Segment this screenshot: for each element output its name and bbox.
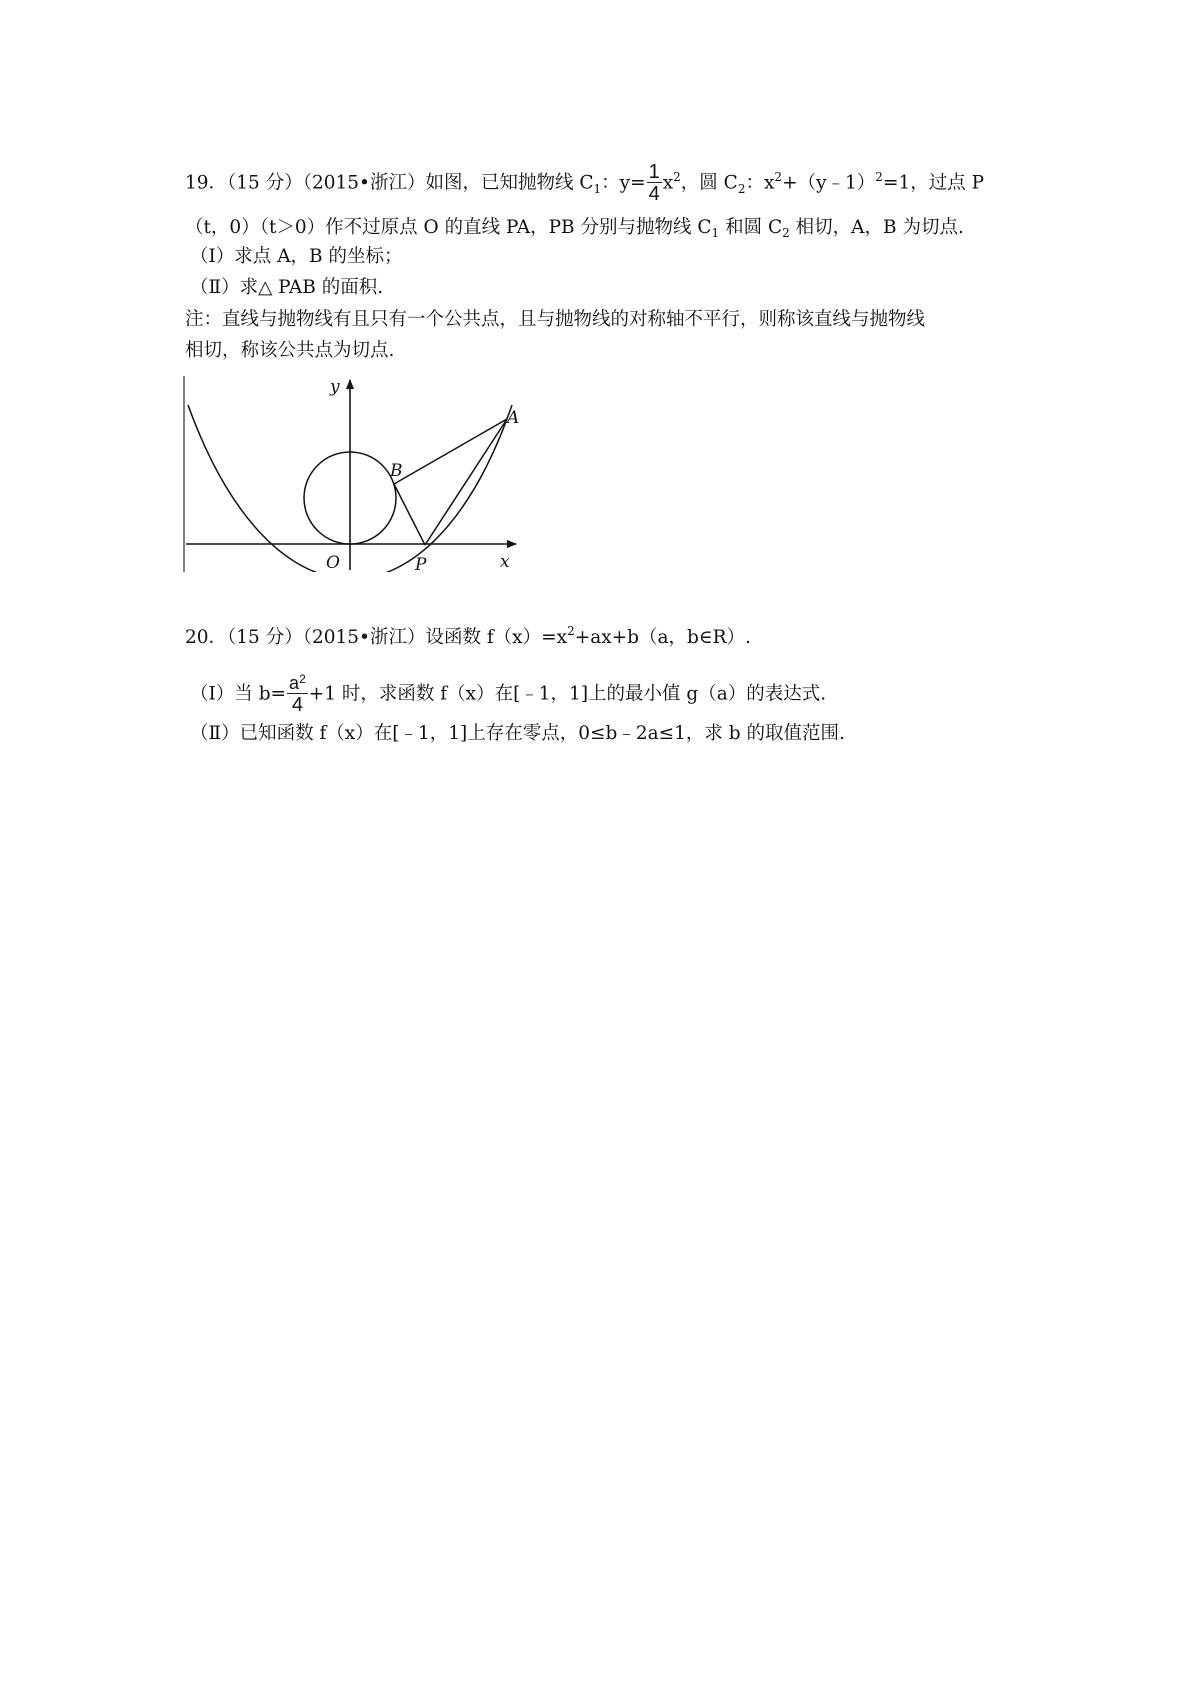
y-equals: ：y=	[601, 172, 646, 194]
x-variable: x	[662, 172, 674, 194]
problem-20-x-power: 2	[567, 624, 575, 638]
circle-text: ，圆 C	[680, 172, 738, 194]
problem-20-prefix: 20．（15 分）（2015•浙江）设函数 f（x）=x	[185, 627, 568, 648]
problem-19-prefix: 19．（15 分）（2015•浙江）如图，已知抛物线 C	[185, 172, 594, 194]
label-o: O	[326, 553, 340, 572]
problem-19-line-2	[185, 219, 964, 238]
numerator-power: 2	[299, 672, 306, 686]
equation-tail: =1，过点 P	[882, 172, 985, 194]
line2-part-b: 和圆 C	[719, 217, 783, 238]
segment-bp	[394, 484, 425, 545]
label-x: x	[500, 552, 510, 572]
problem-19-part-2: （Ⅱ）求△ PAB 的面积.	[190, 277, 384, 298]
fraction-denominator: 4	[648, 183, 660, 205]
line2-c2-subscript: 2	[782, 226, 790, 240]
label-y: y	[330, 377, 340, 397]
problem-20-line-1	[185, 624, 751, 648]
part-1-lead: （Ⅰ）当 b=	[190, 683, 287, 705]
problem-19-note-line-1: 注：直线与抛物线有且只有一个公共点，且与抛物线的对称轴不平行，则称该直线与抛物线	[185, 309, 926, 330]
fraction-numerator: 1	[648, 161, 660, 183]
c1-subscript: 1	[593, 181, 602, 196]
x2-text: ：x	[745, 172, 775, 194]
parabola-circle-figure	[182, 372, 522, 572]
y1-power: 2	[875, 169, 883, 184]
y1-text: +（y﹣1）	[782, 172, 876, 194]
line2-c1-subscript: 1	[711, 226, 720, 240]
line2-part-c: 相切，A，B 为切点.	[789, 217, 964, 238]
label-p: P	[415, 555, 427, 572]
problem-19-line-1	[185, 162, 984, 205]
problem-20-tail: +ax+b（a，b∈R）.	[574, 627, 751, 648]
fraction-one-quarter	[647, 162, 662, 205]
problem-20-part-2: （Ⅱ）已知函数 f（x）在[﹣1，1]上存在零点，0≤b﹣2a≤1，求 b 的取值范围.	[190, 723, 845, 744]
problem-19-note-line-2: 相切，称该公共点为切点.	[185, 340, 395, 361]
label-b: B	[390, 461, 403, 481]
label-a: A	[507, 408, 520, 428]
numerator-a: a	[289, 673, 300, 693]
problem-20-part-1	[190, 673, 826, 716]
segment-ba	[394, 419, 507, 484]
x-power: 2	[673, 169, 681, 184]
fraction-denominator: 4	[291, 694, 303, 716]
problem-19-part-1: （Ⅰ）求点 A，B 的坐标；	[190, 246, 403, 267]
fraction-a-squared-over-4	[287, 673, 308, 716]
part-1-rest: +1 时，求函数 f（x）在[﹣1，1]上的最小值 g（a）的表达式.	[308, 683, 827, 705]
c2-subscript: 2	[737, 181, 746, 196]
x2-power: 2	[774, 169, 783, 184]
fraction-numerator	[287, 673, 308, 693]
line2-part-a: （t，0）（t＞0）作不过原点 O 的直线 PA，PB 分别与抛物线 C	[185, 217, 712, 238]
segment-pa	[425, 419, 507, 545]
